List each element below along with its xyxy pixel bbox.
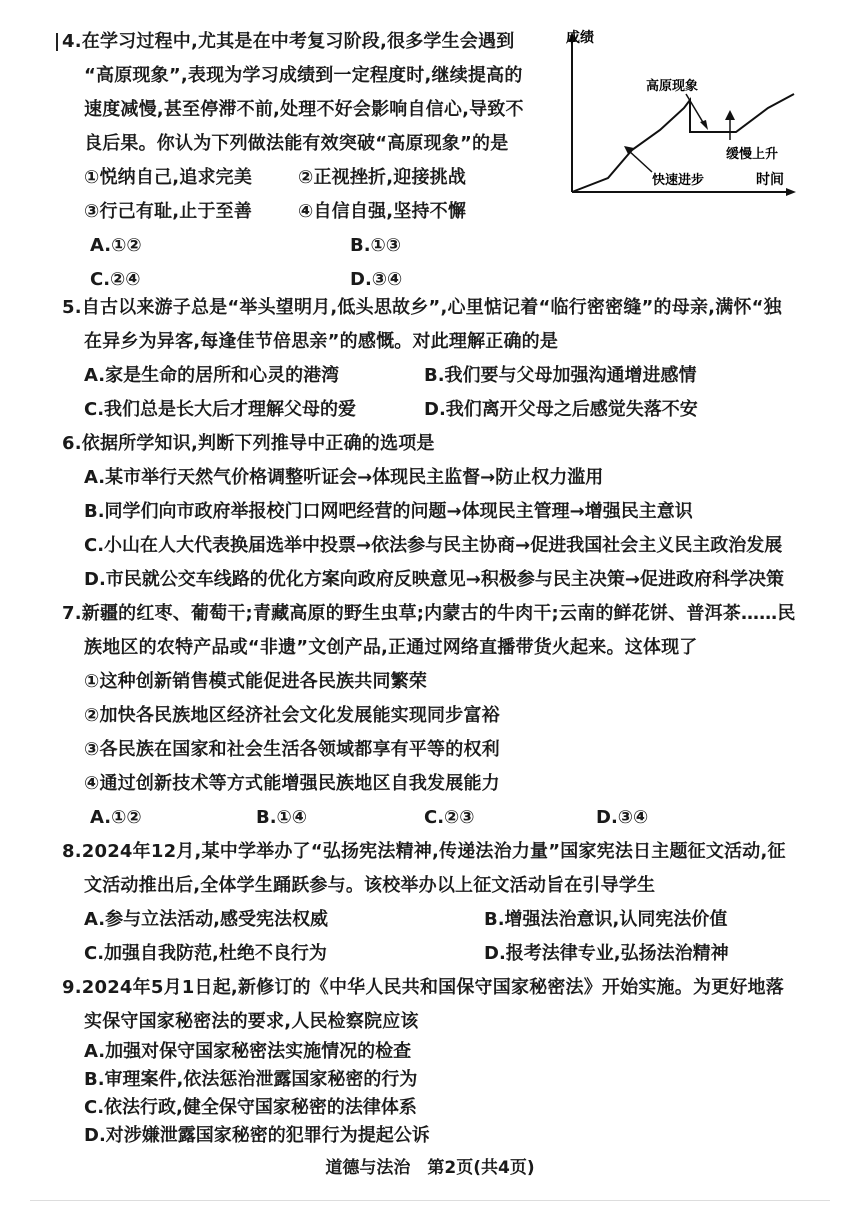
fast-progress-arrow [628,150,652,172]
plateau-label: 高原现象 [646,79,699,94]
q4-item-1: ①悦纳自己,追求完美 [84,167,253,188]
q6-option-a: A.某市举行天然气价格调整听证会→体现民主监督→防止权力滥用 [84,467,604,488]
q7-option-b: B.①④ [256,807,308,828]
q8-option-b: B.增强法治意识,认同宪法价值 [484,909,728,930]
margin-mark [56,33,58,51]
x-axis-label: 时间 [756,172,784,188]
q8-option-a: A.参与立法活动,感受宪法权威 [84,909,328,930]
fast-progress-label: 快速进步 [652,173,705,188]
q4-line-4: 良后果。你认为下列做法能有效突破“高原现象”的是 [84,133,509,154]
q9-option-b: B.审理案件,依法惩治泄露国家秘密的行为 [84,1069,418,1090]
q6-option-c: C.小山在人大代表换届选举中投票→依法参与民主协商→促进我国社会主义民主政治发展 [84,535,783,556]
q5-line-2: 在异乡为异客,每逢佳节倍思亲”的感慨。对此理解正确的是 [84,331,559,352]
q4-option-c: C.②④ [90,269,141,290]
q4-line-1: 4.在学习过程中,尤其是在中考复习阶段,很多学生会遇到 [62,31,515,52]
slow-rise-label: 缓慢上升 [726,147,779,162]
y-axis-label: 成绩 [566,30,594,46]
q5-option-c: C.我们总是长大后才理解父母的爱 [84,399,357,420]
q7-item-2: ②加快各民族地区经济社会文化发展能实现同步富裕 [84,705,500,726]
q7-line-2: 族地区的农特产品或“非遗”文创产品,正通过网络直播带货火起来。这体现了 [84,637,698,658]
q4-option-d: D.③④ [350,269,403,290]
q5-option-d: D.我们离开父母之后感觉失落不安 [424,399,698,420]
q5-line-1: 5.自古以来游子总是“举头望明月,低头思故乡”,心里惦记着“临行密密缝”的母亲,满怀“独 [62,297,782,318]
q4-option-b: B.①③ [350,235,402,256]
plateau-arrow [686,94,704,124]
bottom-rule [30,1200,830,1201]
x-axis-arrow [786,188,796,196]
q9-line-1: 9.2024年5月1日起,新修订的《中华人民共和国保守国家秘密法》开始实施。为更好地落 [62,977,784,998]
q6-line-1: 6.依据所学知识,判断下列推导中正确的选项是 [62,433,435,454]
q8-option-d: D.报考法律专业,弘扬法治精神 [484,943,729,964]
q4-item-4: ④自信自强,坚持不懈 [298,201,467,222]
q7-item-3: ③各民族在国家和社会生活各领域都享有平等的权利 [84,739,500,760]
q7-item-1: ①这种创新销售模式能促进各民族共同繁荣 [84,671,428,692]
q9-line-2: 实保守国家秘密法的要求,人民检察院应该 [84,1011,419,1032]
q4-line-2: “高原现象”,表现为学习成绩到一定程度时,继续提高的 [84,65,523,86]
q9-option-a: A.加强对保守国家秘密法实施情况的检查 [84,1041,412,1062]
q7-option-d: D.③④ [596,807,649,828]
q5-option-b: B.我们要与父母加强沟通增进感情 [424,365,697,386]
q9-option-c: C.依法行政,健全保守国家秘密的法律体系 [84,1097,417,1118]
q4-item-3: ③行己有耻,止于至善 [84,201,253,222]
q6-option-d: D.市民就公交车线路的优化方案向政府反映意见→积极参与民主决策→促进政府科学决策 [84,569,784,590]
q6-option-b: B.同学们向市政府举报校门口网吧经营的问题→体现民主管理→增强民主意识 [84,501,693,522]
q8-line-2: 文活动推出后,全体学生踊跃参与。该校举办以上征文活动旨在引导学生 [84,875,656,896]
q5-option-a: A.家是生命的居所和心灵的港湾 [84,365,340,386]
q8-line-1: 8.2024年12月,某中学举办了“弘扬宪法精神,传递法治力量”国家宪法日主题征文活动,征 [62,841,786,862]
q4-item-2: ②正视挫折,迎接挑战 [298,167,467,188]
q4-option-a: A.①② [90,235,142,256]
plateau-figure [560,28,800,208]
q9-option-d: D.对涉嫌泄露国家秘密的犯罪行为提起公诉 [84,1125,430,1146]
q7-option-a: A.①② [90,807,142,828]
q7-line-1: 7.新疆的红枣、葡萄干;青藏高原的野生虫草;内蒙古的牛肉干;云南的鲜花饼、普洱茶……民 [62,603,796,624]
q4-line-3: 速度减慢,甚至停滞不前,处理不好会影响自信心,导致不 [84,99,524,120]
q7-option-c: C.②③ [424,807,475,828]
q7-item-4: ④通过创新技术等方式能增强民族地区自我发展能力 [84,773,500,794]
page-footer: 道德与法治 第2页(共4页) [325,1158,535,1178]
q8-option-c: C.加强自我防范,杜绝不良行为 [84,943,327,964]
